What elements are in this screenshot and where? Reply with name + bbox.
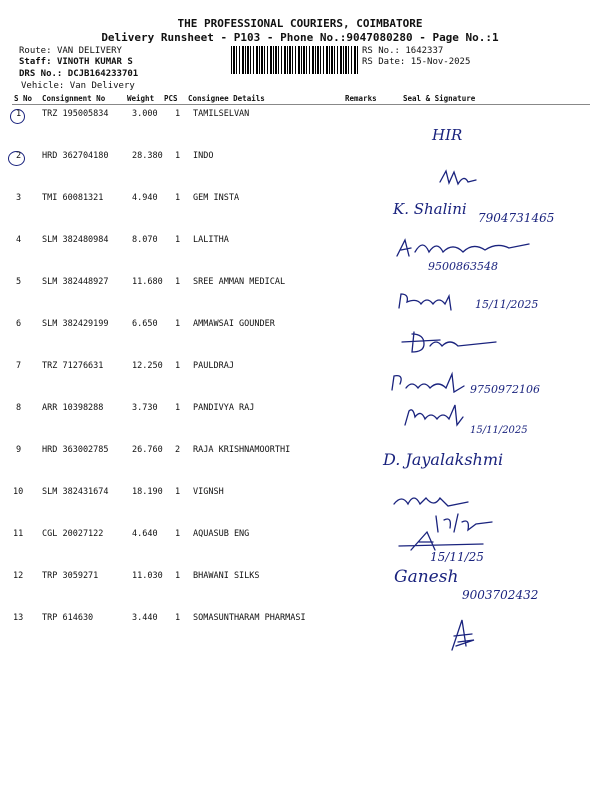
row-sno: 8: [16, 403, 22, 413]
row-weight: 8.070: [132, 235, 158, 245]
signature-row4: [393, 236, 533, 260]
row-weight: 18.190: [132, 487, 163, 497]
rs-no-value: 1642337: [405, 46, 444, 56]
date-row11: 15/11/25: [430, 550, 484, 564]
rs-no-line: [362, 46, 443, 56]
table-row: [0, 487, 600, 529]
row-pcs: 1: [175, 235, 181, 245]
row-weight: 3.440: [132, 613, 158, 623]
row-consignment: SLM 382448927: [42, 277, 109, 287]
col-sno: S No: [14, 94, 33, 103]
rs-date-line: [362, 57, 470, 67]
row-sno: 11: [13, 529, 24, 539]
phone-row12: 9003702432: [462, 588, 539, 602]
row-consignment: SLM 382429199: [42, 319, 109, 329]
row-pcs: 1: [175, 193, 181, 203]
col-consignment: Consignment No: [42, 94, 106, 103]
table-row: [0, 445, 600, 487]
row-consignee: VIGNSH: [193, 487, 224, 497]
signature-row13: [448, 616, 478, 654]
phone-row3: 7904731465: [478, 211, 555, 225]
rs-date-value: 15-Nov-2025: [410, 57, 471, 67]
row-sno: 6: [16, 319, 22, 329]
staff-label: Staff:: [19, 57, 52, 67]
handwriting-row2: HIR: [432, 126, 463, 144]
table-row: [0, 151, 600, 193]
row-consignee: PANDIVYA RAJ: [193, 403, 255, 413]
phone-row7: 9750972106: [470, 383, 540, 396]
row-consignee: LALITHA: [193, 235, 229, 245]
table-row: [0, 613, 600, 655]
row-sno: 9: [16, 445, 22, 455]
col-weight: Weight: [127, 94, 155, 103]
route-line: [19, 46, 122, 56]
row-consignment: SLM 382431674: [42, 487, 109, 497]
row-consignee: INDO: [193, 151, 214, 161]
row-consignment: ARR 10398288: [42, 403, 104, 413]
col-consignee: Consignee Details: [188, 94, 265, 103]
barcode: [231, 46, 359, 74]
staff-value: VINOTH KUMAR S: [56, 57, 133, 67]
row-consignment: TMI 60081321: [42, 193, 104, 203]
row-pcs: 1: [175, 277, 181, 287]
row-consignee: RAJA KRISHNAMOORTHI: [193, 445, 291, 455]
row-sno: 10: [13, 487, 24, 497]
row-weight: 26.760: [132, 445, 163, 455]
phone-row4: 9500863548: [428, 260, 498, 273]
row-weight: 11.680: [132, 277, 163, 287]
table-row: [0, 529, 600, 571]
table-row: [0, 361, 600, 403]
row-weight: 28.380: [132, 151, 163, 161]
row-pcs: 1: [175, 529, 181, 539]
row-consignment: HRD 362704180: [42, 151, 109, 161]
row-consignment: TRZ 195005834: [42, 109, 109, 119]
row-weight: 6.650: [132, 319, 158, 329]
row-weight: 12.250: [132, 361, 163, 371]
drs-value: DCJB164233701: [67, 69, 139, 79]
row-consignment: TRP 3059271: [42, 571, 99, 581]
row-sno: 3: [16, 193, 22, 203]
row-consignee: BHAWANI SILKS: [193, 571, 260, 581]
row-weight: 4.640: [132, 529, 158, 539]
table-row: [0, 319, 600, 361]
runsheet-title: Delivery Runsheet - P103 - Phone No.:9047080280 - Page No.:1: [101, 31, 499, 44]
handwriting-row3: K. Shalini: [393, 200, 467, 218]
name-row9: D. Jayalakshmi: [383, 450, 504, 469]
date-row5: 15/11/2025: [475, 298, 539, 311]
name-row12: Ganesh: [394, 567, 459, 587]
row-sno: 1: [16, 109, 22, 119]
company-name: THE PROFESSIONAL COURIERS, COIMBATORE: [177, 17, 423, 30]
row-weight: 4.940: [132, 193, 158, 203]
signature-row8: [403, 403, 467, 429]
signature-row7: [390, 370, 470, 396]
vehicle-line: [21, 81, 135, 91]
row-consignment: CGL 20027122: [42, 529, 104, 539]
row-pcs: 1: [175, 319, 181, 329]
table-row: [0, 403, 600, 445]
row-weight: 3.730: [132, 403, 158, 413]
row-pcs: 1: [175, 361, 181, 371]
rs-no-label: RS No.:: [362, 46, 400, 56]
col-remarks: Remarks: [345, 94, 377, 103]
signature-row6: [400, 326, 500, 356]
row-sno: 7: [16, 361, 22, 371]
col-pcs: PCS: [164, 94, 178, 103]
row-consignment: TRZ 71276631: [42, 361, 104, 371]
row-consignee: SREE AMMAN MEDICAL: [193, 277, 286, 287]
row-consignment: HRD 363002785: [42, 445, 109, 455]
row-consignment: TRP 614630: [42, 613, 94, 623]
row-sno: 2: [16, 151, 22, 161]
route-value: VAN DELIVERY: [56, 46, 122, 56]
row-pcs: 1: [175, 571, 181, 581]
route-label: Route:: [19, 46, 52, 56]
vehicle-label: Vehicle:: [21, 81, 65, 91]
row-consignee: GEM INSTA: [193, 193, 240, 203]
row-sno: 13: [13, 613, 24, 623]
row-weight: 3.000: [132, 109, 158, 119]
row-consignee: TAMILSELVAN: [193, 109, 250, 119]
date-row8: 15/11/2025: [470, 425, 528, 436]
row-sno: 4: [16, 235, 22, 245]
row-pcs: 1: [175, 403, 181, 413]
row-sno: 12: [13, 571, 24, 581]
row-pcs: 1: [175, 151, 181, 161]
row-pcs: 1: [175, 613, 181, 623]
drs-label: DRS No.:: [19, 69, 63, 79]
row-consignee: AMMAWSAI GOUNDER: [193, 319, 275, 329]
row-consignee: AQUASUB ENG: [193, 529, 250, 539]
row-pcs: 1: [175, 487, 181, 497]
staff-line: [19, 57, 133, 67]
rs-date-label: RS Date:: [362, 57, 406, 67]
row-weight: 11.030: [132, 571, 163, 581]
row-consignment: SLM 382480984: [42, 235, 109, 245]
drs-line: [19, 69, 138, 79]
vehicle-value: Van Delivery: [69, 81, 135, 91]
row-consignee: PAULDRAJ: [193, 361, 234, 371]
col-seal-signature: Seal & Signature: [403, 94, 476, 103]
signature-row3: [438, 168, 478, 188]
header-rule: [12, 104, 590, 105]
signature-row5: [397, 290, 461, 312]
row-pcs: 2: [175, 445, 181, 455]
row-consignee: SOMASUNTHARAM PHARMASI: [193, 613, 306, 623]
row-pcs: 1: [175, 109, 181, 119]
table-row: [0, 109, 600, 151]
row-sno: 5: [16, 277, 22, 287]
